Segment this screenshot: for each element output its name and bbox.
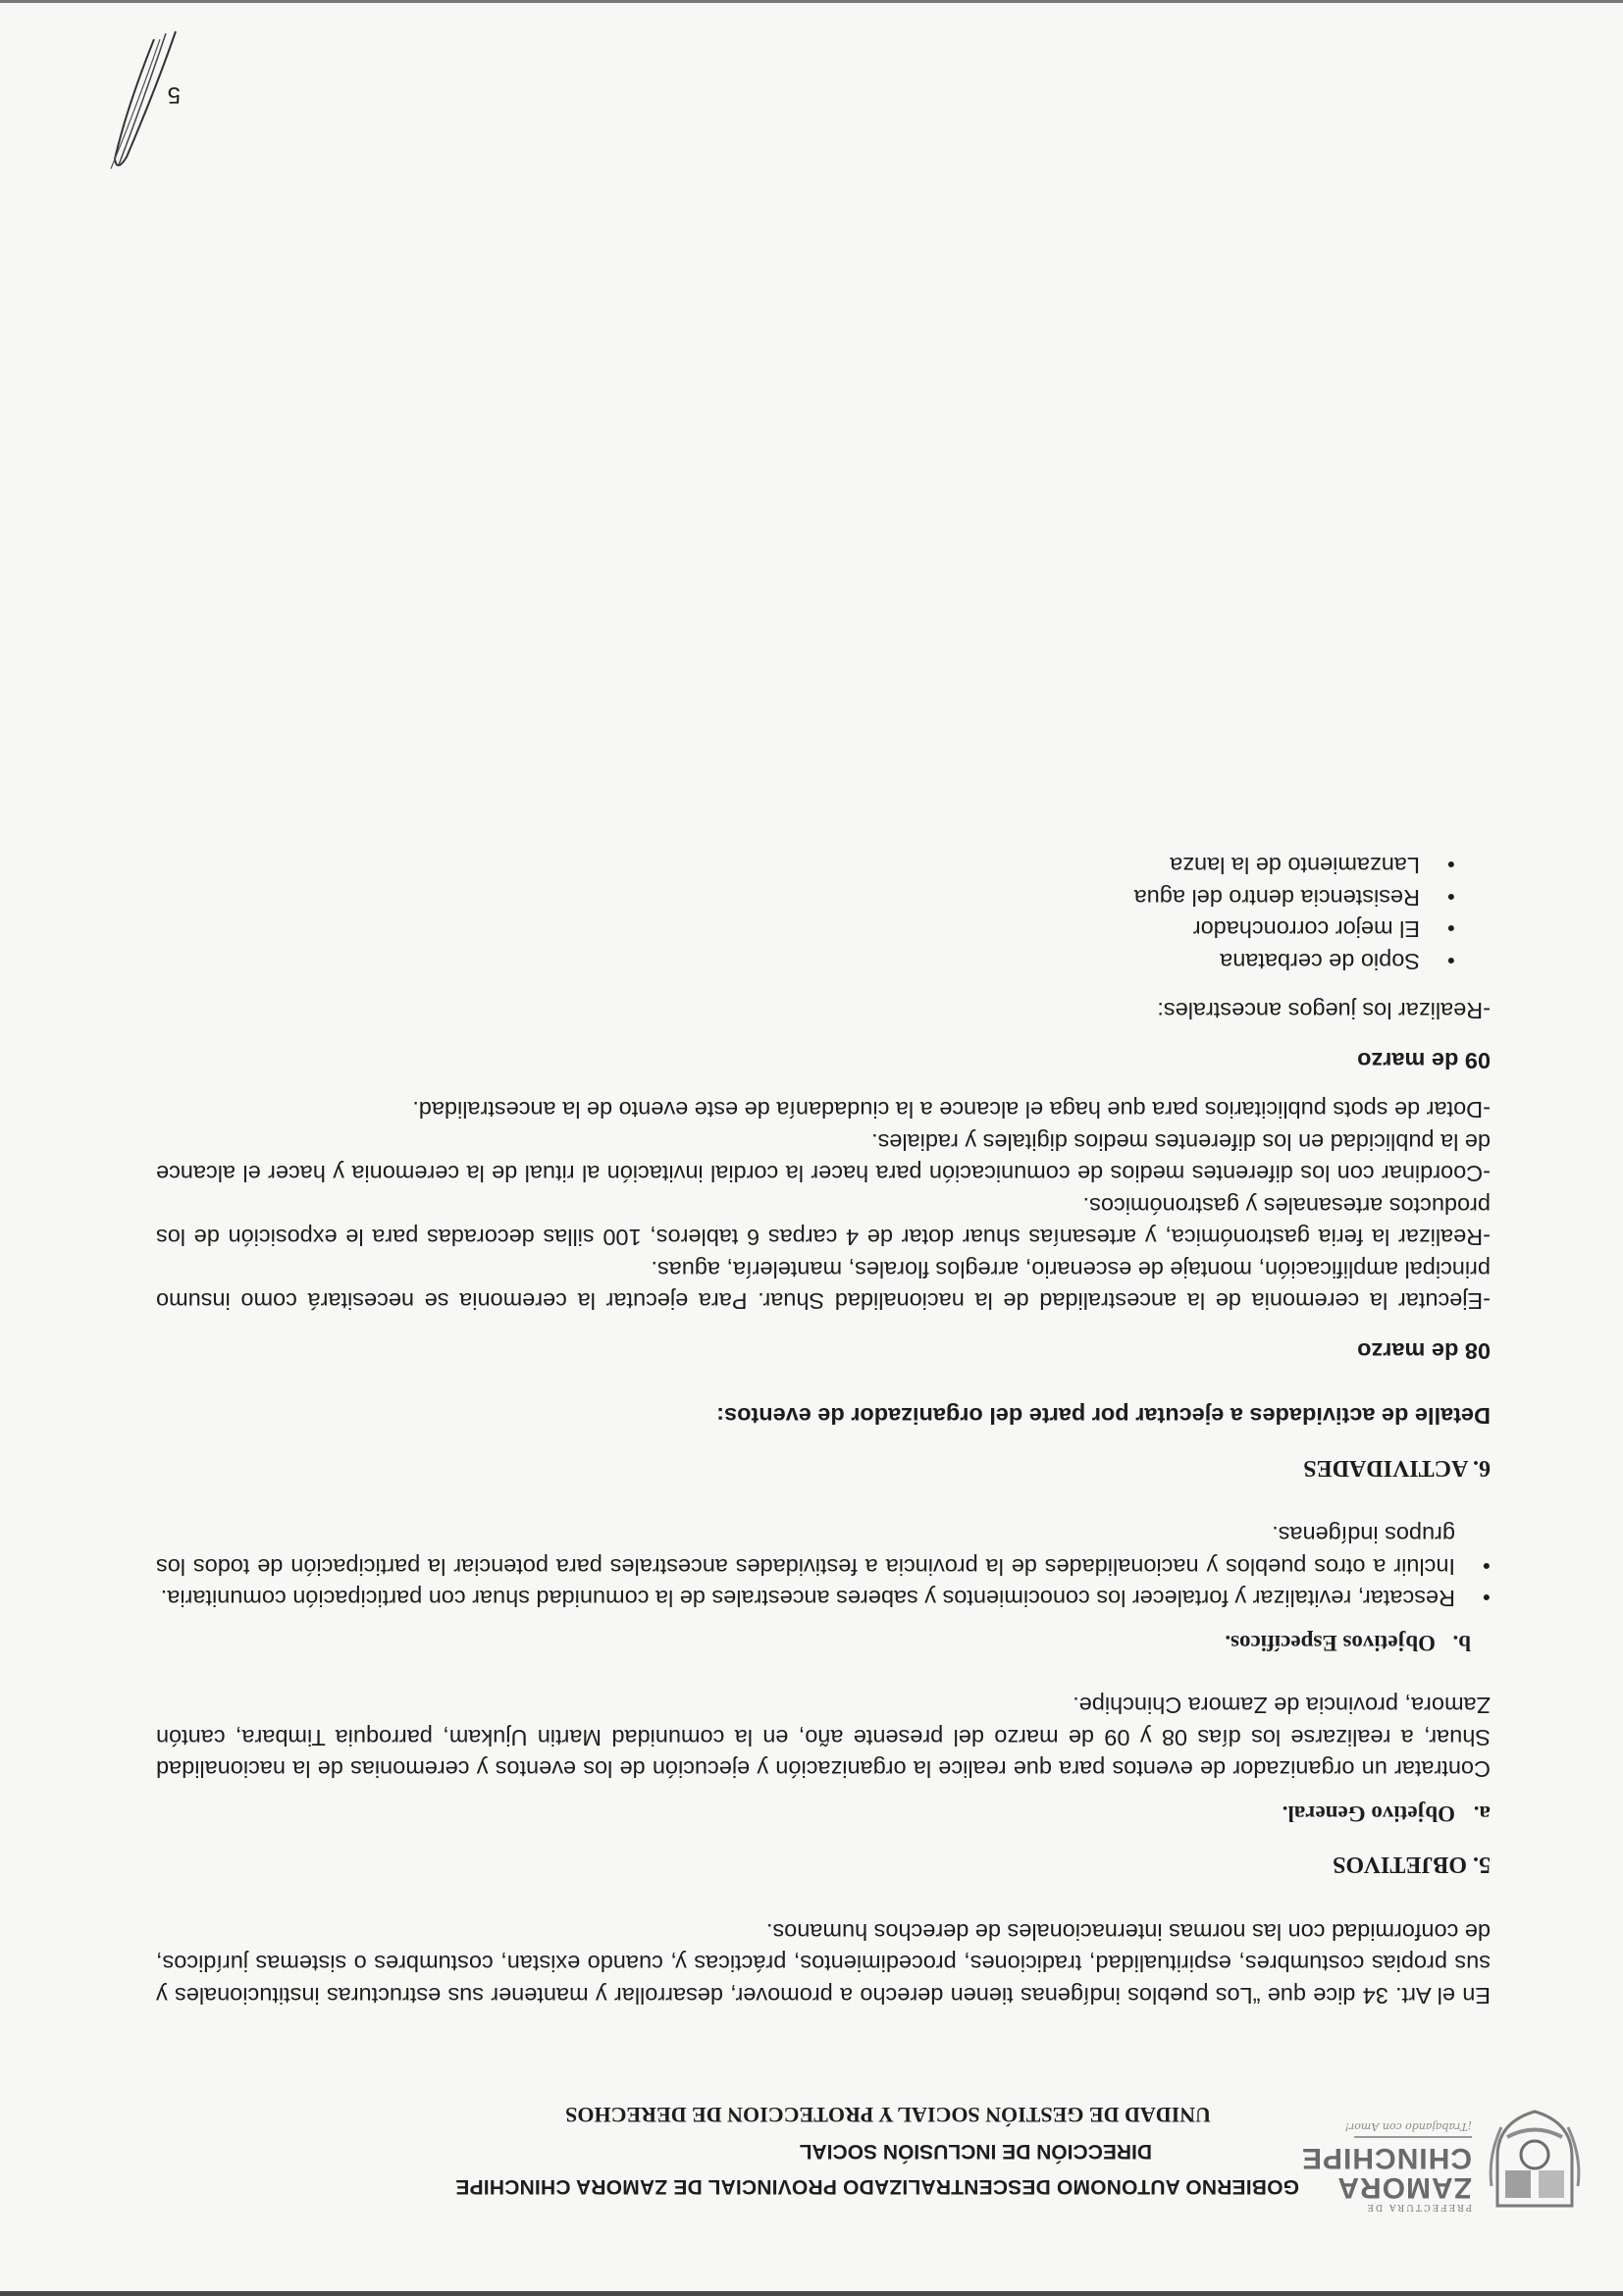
day2-title: 09 de marzo xyxy=(1357,1048,1491,1073)
specific-objectives-label: b. xyxy=(1452,1631,1471,1655)
provincial-seal-icon xyxy=(1488,2108,1582,2216)
document-header xyxy=(357,2102,1299,2198)
scan-edge-top xyxy=(0,2291,1623,2296)
section-objectives-title: 5. OBJETIVOS xyxy=(1333,1852,1491,1878)
list-item: ● Sopio de cerbatana xyxy=(156,946,1455,978)
specific-objectives-heading xyxy=(156,1627,1491,1659)
day1-activity: -Ejecutar la ceremonia de la ancestralidad de la nacionalidad Shuar. Para ejecutar la ceremonia se necesitará como insumo principal amplificación, montaje de escenario, arreglos florales, mantelería, aguas. xyxy=(156,1257,1491,1315)
logo-prefix: PREFECTURA DE xyxy=(1365,2202,1472,2212)
list-item: ● Lanzamiento de la lanza xyxy=(156,850,1455,882)
document-body xyxy=(156,850,1491,2011)
document-page: PREFECTURA DE ZAMORA CHINCHIPE ¡Trabajando con Amor! GOBIERNO AUTONOMO DESCENTRALIZADO PROVINCIAL DE ZAMORA CHINCHIPE DIRECCIÓN DE INCLUSIÓN SOCIAL UNIDAD DE GESTIÓN SOCIAL Y PROTECCION DE DERECHOS En el Art. 34 dice que “Los pueblos indígenas tienen derecho a promover, desarrollar y mantener sus estructuras institucionales y sus propias costumbres, espiritualidad, tradiciones, procedimientos, prácticas y, cuando existan, costumbres o sistemas jurídicos, de conformidad con las normas internacionales de derechos humanos. 5. OBJETIVOS a.Objetivo General. Contratar un organizador de eventos para que realice la organización y ejecución de los eventos y ceremonias de la nacionalidad Shuar, a realizarse los días 08 y 09 de marzo del presente año, en la comunidad Martin Ujukam, parroquia Timbara, cantón Zamora, provincia de Zamora Chinchipe. b.Objetivos Específicos. ● Rescatar, revitalizar y fortalecer los conocimientos y saberes ancestrales de la comunidad shuar con participación comunitaria. ● Incluir a otros pueblos y nacionalidades de la provincia a festividades ancestrales para potenciar la participación de todos los grupos indígenas. 6. ACTIVIDADES Detalle de actividades a ejecutar por parte del organizador de eventos: 08 de marzo -Ejecutar la ceremonia de la ancestralidad de la nacionalidad Shuar. Para ejecutar la ceremonia se necesitará como insumo principal amplificación, montaje de escenario, arreglos florales, mantelería, aguas. -Realizar la feria gastronómica, y artesanías shuar dotar de 4 carpas 6 tableros, 100 sillas decoradas para le exposición de los productos artesanales y gastronómicos. -Coordinar con los diferentes medios de comunicación para hacer la cordial invitación al ritual de la ceremonia y hacer el alcance de la publicidad en los diferentes medios digitales y radiales. -Dotar de spots publicitarios para que haga el alcance a la ciudadanía de este evento de la ancestralidad. 09 de marzo -Realizar los juegos ancestrales: ● Sopio de cerbatana ● El mejor corronchador ● Resistencia dentro del agua ● Lanzamiento de la lanza 5 xyxy=(0,0,1623,2296)
general-objective-title: Objetivo General. xyxy=(1282,1801,1455,1826)
day1-activity: -Coordinar con los diferentes medios de comunicación para hacer la cordial invitación al ritual de la ceremonia y hacer el alcance de la publicidad en los diferentes medios digitales y radiales. xyxy=(156,1129,1491,1187)
list-item: ● El mejor corronchador xyxy=(156,913,1455,946)
scan-edge-bottom xyxy=(0,0,1623,3)
list-item: ● Resistencia dentro del agua xyxy=(156,882,1455,914)
logo-divider xyxy=(1354,2136,1472,2138)
day2-intro: -Realizar los juegos ancestrales: xyxy=(1157,998,1491,1024)
day1-activity: -Realizar la feria gastronómica, y artesanías shuar dotar de 4 carpas 6 tableros, 100 sillas decoradas para le exposición de los productos artesanales y gastronómicos. xyxy=(156,1193,1491,1251)
header-institution: GOBIERNO AUTONOMO DESCENTRALIZADO PROVINCIAL DE ZAMORA CHINCHIPE xyxy=(455,2175,1299,2198)
section-activities-title: 6. ACTIVIDADES xyxy=(1303,1455,1491,1481)
general-objective-heading xyxy=(156,1798,1491,1830)
day1-activity: -Dotar de spots publicitarios para que haga el alcance a la ciudadanía de este evento de la ancestralidad. xyxy=(412,1097,1491,1123)
logo-name-zamora: ZAMORA xyxy=(1336,2171,1472,2204)
logo-name-chinchipe: CHINCHIPE xyxy=(1300,2142,1472,2174)
ancestral-games-list xyxy=(156,850,1455,977)
prefectura-logo xyxy=(1300,2078,1582,2225)
general-objective-text: Contratar un organizador de eventos para que realice la organización y ejecución de los eventos y ceremonias de la nacionalidad Shuar, a realizarse los días 08 y 09 de marzo del presente año, en la comunidad Martin Ujukam, parroquia Timbara, cantón Zamora, provincia de Zamora Chinchipe. xyxy=(156,1693,1491,1783)
list-item: ● Incluir a otros pueblos y nacionalidades de la provincia a festividades ancestrales para potenciar la participación de todos los grupos indígenas. xyxy=(156,1519,1491,1583)
logo-tagline: ¡Trabajando con Amor! xyxy=(1344,2120,1472,2133)
activities-detail-title: Detalle de actividades a ejecutar por parte del organizador de eventos: xyxy=(716,1403,1491,1430)
list-item: ● Rescatar, revitalizar y fortalecer los conocimientos y saberes ancestrales de la comunidad shuar con participación comunitaria. xyxy=(156,1583,1491,1615)
header-direction: DIRECCIÓN DE INCLUSIÓN SOCIAL xyxy=(799,2140,1152,2163)
specific-objectives-title: Objetivos Específicos. xyxy=(1225,1631,1436,1655)
general-objective-label: a. xyxy=(1473,1801,1491,1826)
specific-objectives-list xyxy=(156,1519,1491,1615)
day1-title: 08 de marzo xyxy=(1357,1338,1491,1364)
header-unit: UNIDAD DE GESTIÓN SOCIAL Y PROTECCION DE DERECHOS xyxy=(565,2103,1211,2127)
intro-paragraph: En el Art. 34 dice que “Los pueblos indígenas tienen derecho a promover, desarrollar y mantener sus estructuras institucionales y sus propias costumbres, espiritualidad, tradiciones, procedimientos, prácticas y, cuando existan, costumbres o sistemas jurídicos, de conformidad con las normas internacionales de derechos humanos. xyxy=(156,1919,1491,2009)
